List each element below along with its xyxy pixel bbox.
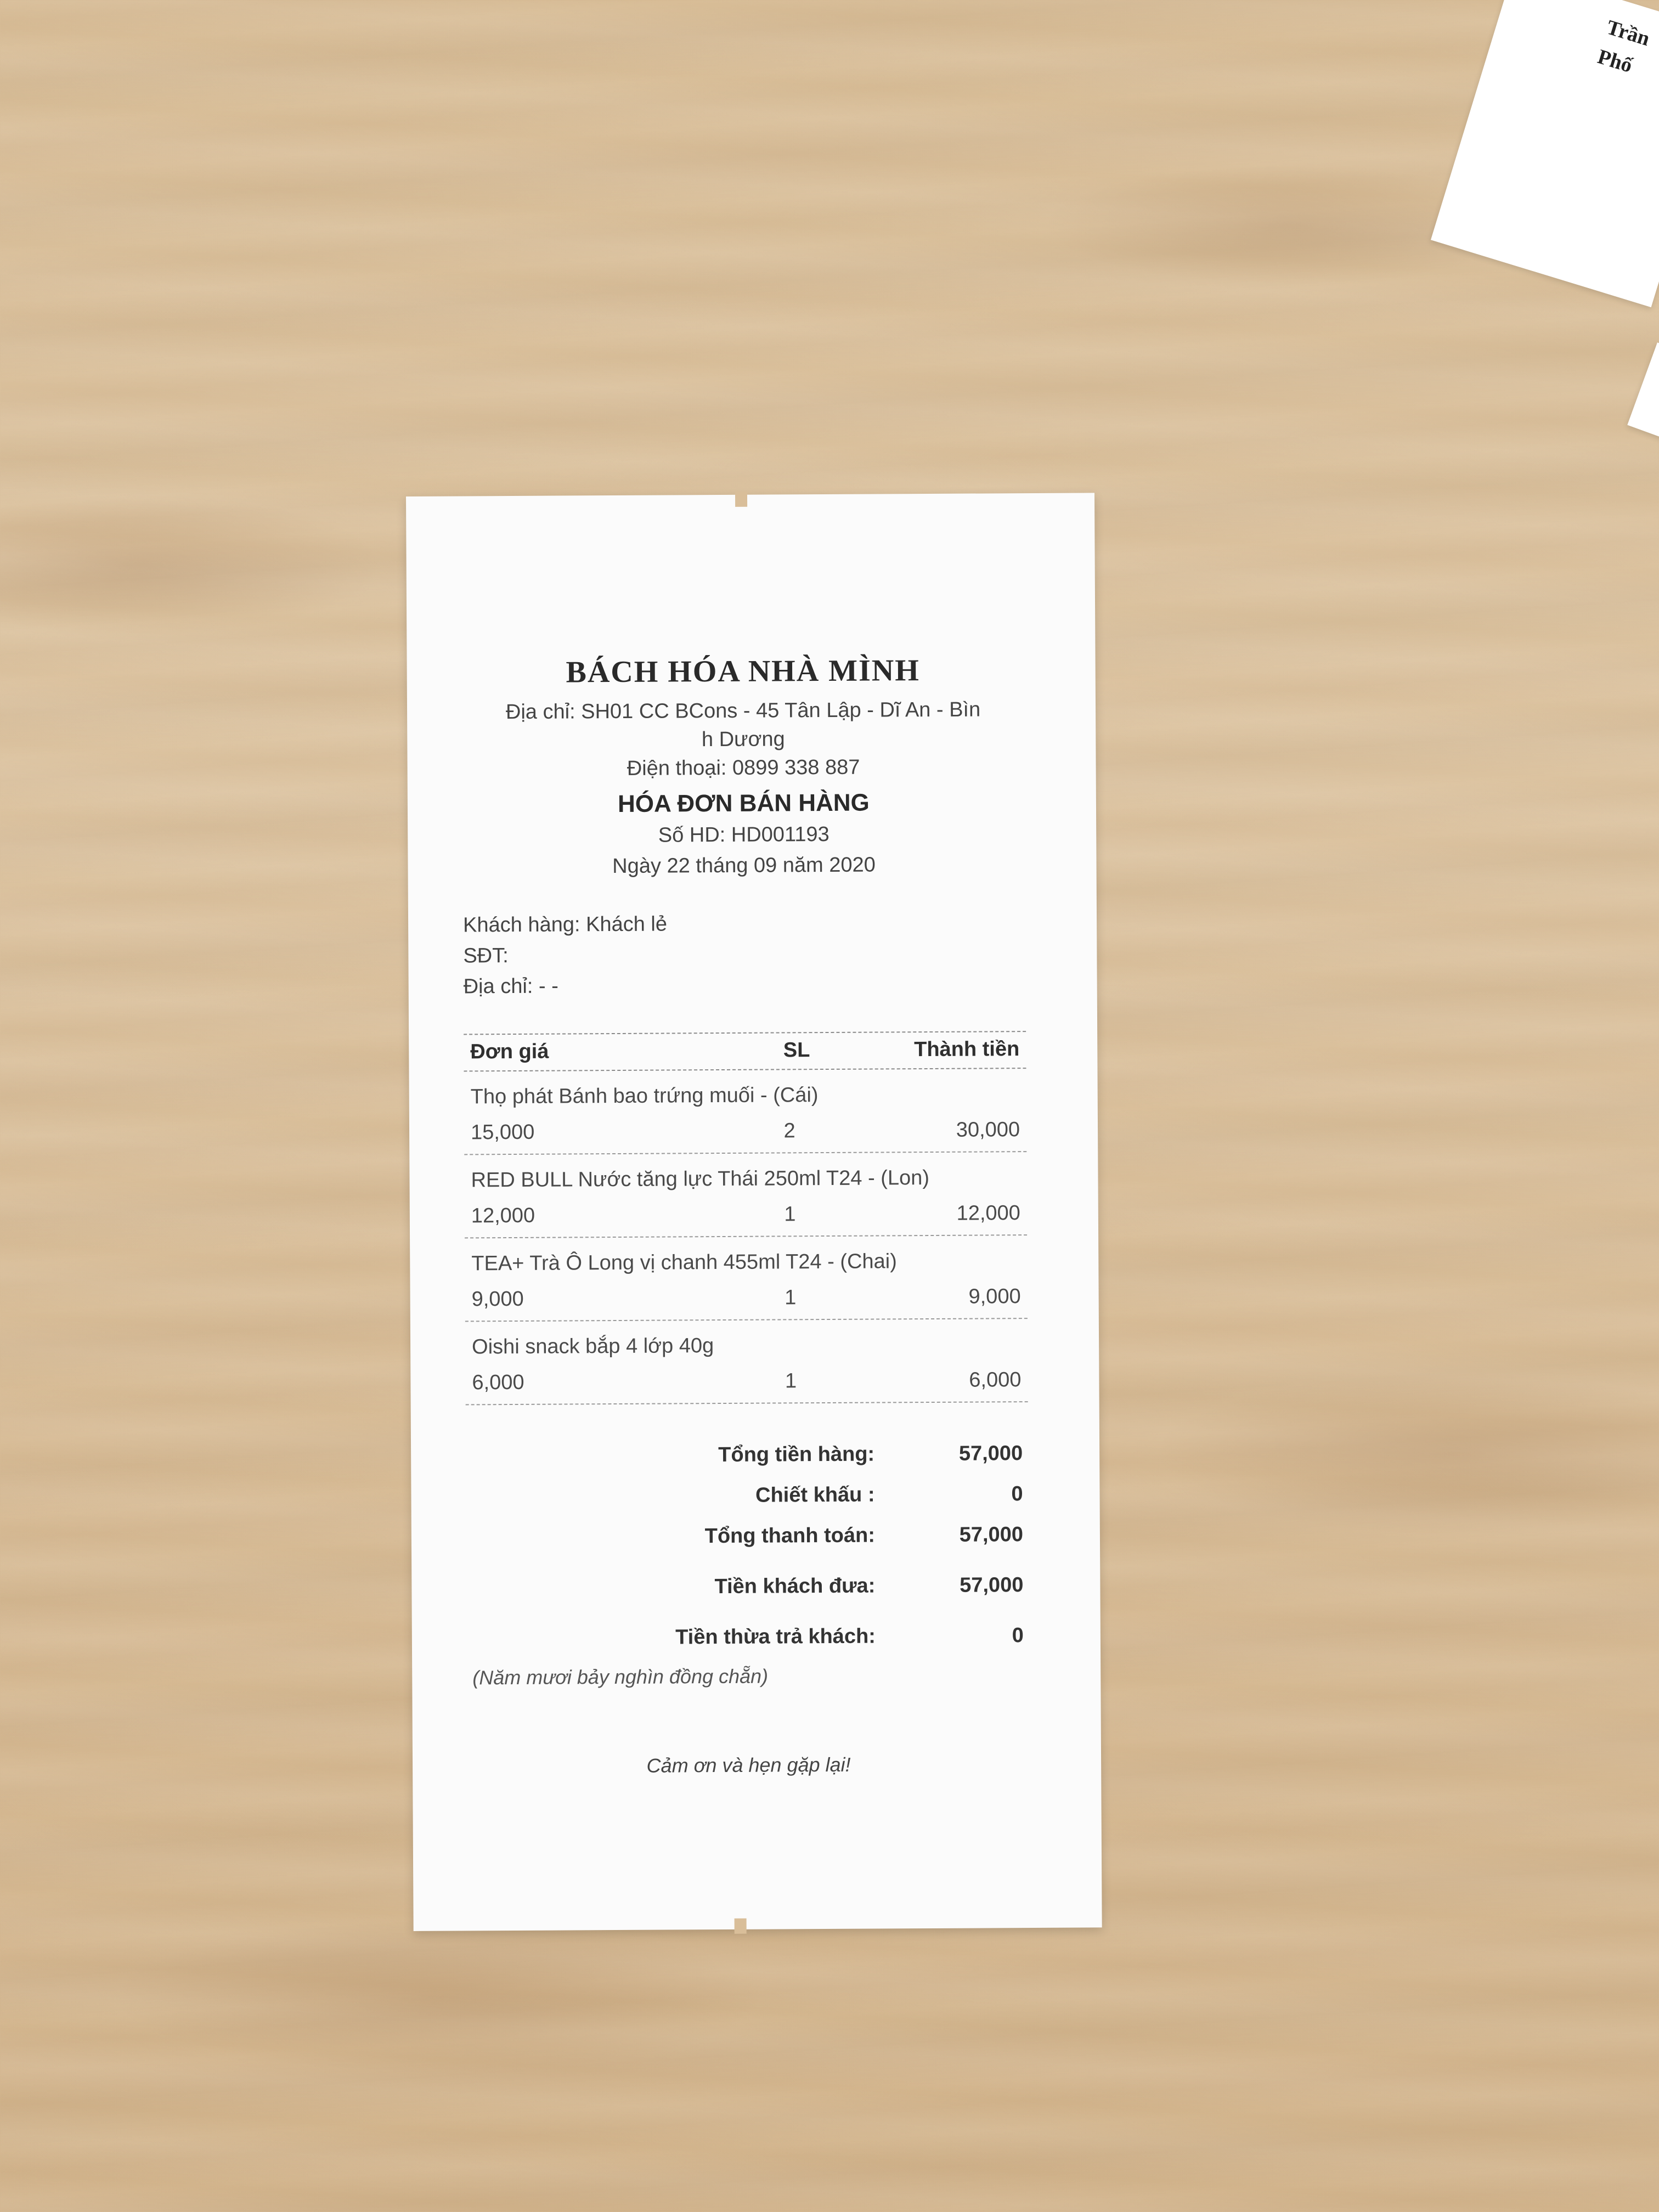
item-qty: 1 [784, 1203, 796, 1226]
item-values [471, 1198, 1020, 1231]
invoice-date: Ngày 22 tháng 09 năm 2020 [612, 853, 876, 878]
item-price: 6,000 [472, 1370, 524, 1395]
wood-grain [0, 494, 384, 636]
item-name: Thọ phát Bánh bao trứng muối - (Cái) [470, 1084, 819, 1109]
list-item [465, 1319, 1028, 1405]
list-item [464, 1152, 1027, 1238]
total-label: Tiền thừa trả khách: [675, 1624, 876, 1649]
list-item [465, 1235, 1028, 1322]
item-total: 6,000 [969, 1368, 1022, 1392]
item-qty: 1 [785, 1369, 797, 1393]
customer-name: Khách hàng: Khách lẻ [462, 912, 668, 937]
wood-grain [1152, 1372, 1659, 1536]
customer-address: Địa chỉ: - - [463, 974, 558, 998]
corner-paper-line: Phố [1595, 45, 1635, 77]
receipt-content [462, 652, 1030, 1778]
item-qty: 1 [785, 1286, 797, 1310]
column-header-qty: SL [783, 1039, 810, 1062]
amount-in-words: (Năm mươi bảy nghìn đồng chẵn) [472, 1664, 769, 1689]
total-value: 57,000 [958, 1442, 1023, 1465]
items-table-header [464, 1031, 1026, 1071]
item-name: TEA+ Trà Ô Long vị chanh 455ml T24 - (Chai) [471, 1250, 897, 1276]
total-row [466, 1474, 1028, 1517]
customer-phone: SĐT: [463, 944, 509, 968]
invoice-number: Số HD: HD001193 [658, 822, 830, 847]
item-values [471, 1115, 1020, 1147]
shop-name: BÁCH HÓA NHÀ MÌNH [566, 653, 921, 690]
customer-info [463, 907, 1026, 1002]
item-qty: 2 [783, 1119, 795, 1143]
item-total: 12,000 [956, 1201, 1020, 1225]
total-label: Chiết khấu : [755, 1483, 875, 1507]
total-label: Tiền khách đưa: [714, 1574, 876, 1599]
item-price: 12,000 [471, 1204, 535, 1228]
list-item [464, 1069, 1026, 1155]
corner-paper-line: Trần [1604, 15, 1653, 51]
tear-notch [735, 492, 747, 507]
item-name: RED BULL Nước tăng lực Thái 250ml T24 - (Lon) [471, 1166, 930, 1192]
shop-address-cont: h Dương [701, 727, 785, 752]
thank-you-message: Cảm ơn và hẹn gặp lại! [646, 1753, 851, 1777]
total-value: 0 [1012, 1624, 1024, 1647]
total-row [466, 1433, 1028, 1476]
item-name: Oishi snack bắp 4 lớp 40g [472, 1334, 714, 1359]
total-row [467, 1615, 1029, 1658]
item-values [472, 1365, 1021, 1397]
item-values [472, 1282, 1021, 1314]
invoice-title: HÓA ĐƠN BÁN HÀNG [617, 789, 870, 817]
shop-address: Địa chỉ: SH01 CC BCons - 45 Tân Lập - Dĩ An - Bìn [505, 698, 981, 724]
receipt [406, 493, 1102, 1931]
shop-phone: Điện thoại: 0899 338 887 [627, 755, 860, 780]
item-price: 15,000 [470, 1120, 535, 1144]
total-label: Tổng tiền hàng: [718, 1442, 875, 1467]
total-value: 57,000 [960, 1573, 1024, 1597]
total-row [466, 1565, 1029, 1608]
item-total: 9,000 [968, 1285, 1021, 1308]
total-row [466, 1514, 1029, 1558]
total-value: 57,000 [959, 1523, 1024, 1547]
totals-block [466, 1433, 1029, 1658]
tear-notch [735, 1918, 747, 1934]
wood-grain [110, 1920, 768, 2074]
column-header-total: Thành tiền [914, 1037, 1020, 1062]
items-list [464, 1069, 1028, 1405]
total-value: 0 [1011, 1482, 1023, 1506]
item-total: 30,000 [956, 1118, 1020, 1142]
item-price: 9,000 [471, 1287, 524, 1311]
column-header-price: Đơn giá [470, 1040, 549, 1064]
corner-paper-scrap [1627, 342, 1659, 447]
total-label: Tổng thanh toán: [704, 1523, 876, 1548]
